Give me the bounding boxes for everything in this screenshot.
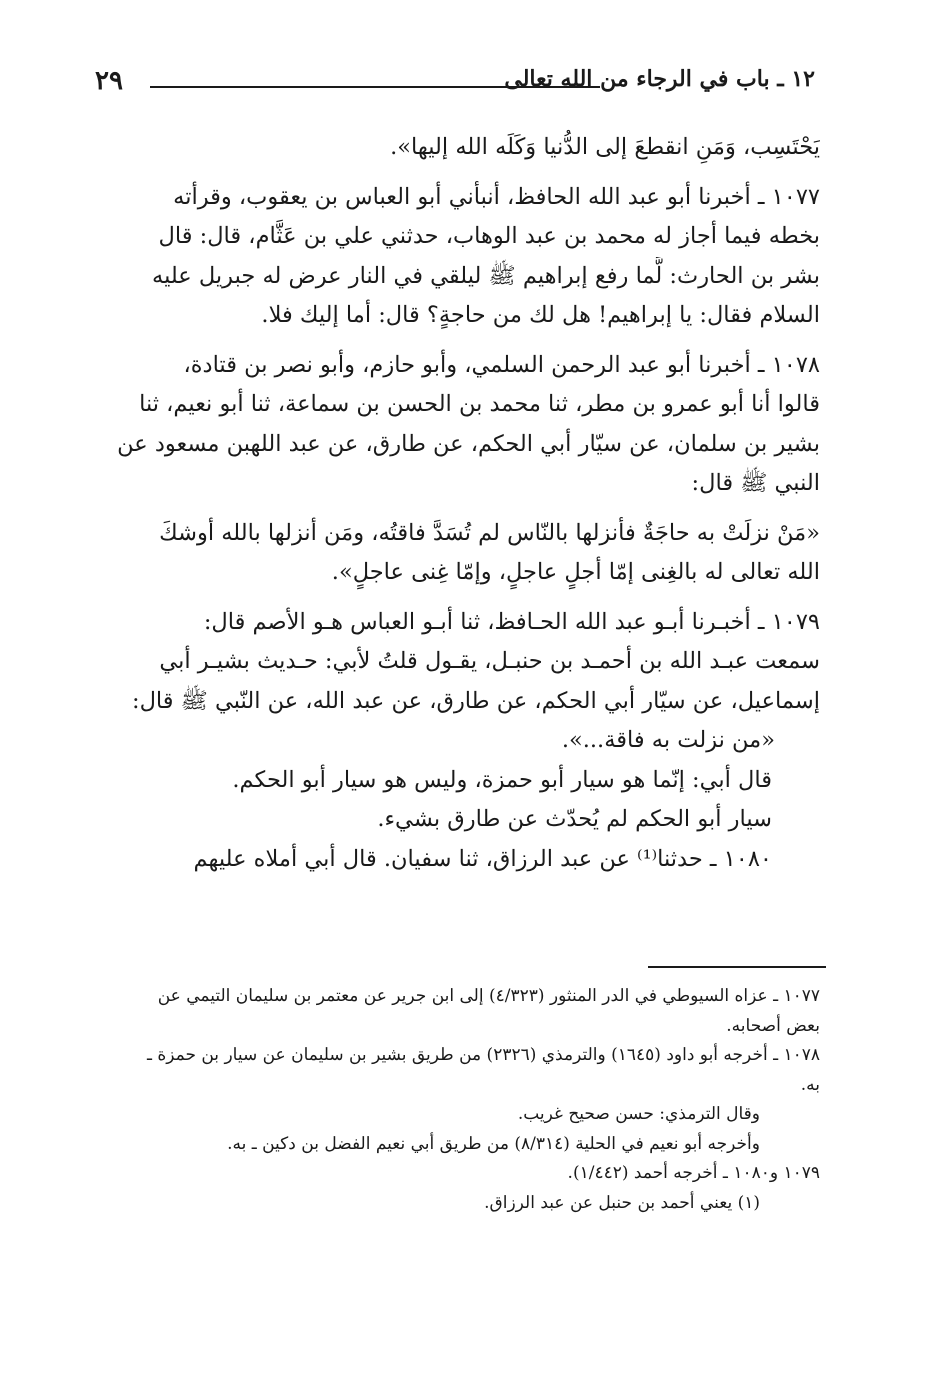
text-line: الله تعالى له بالغِنى إمّا أجلٍ عاجلٍ، وإمّا غِنى عاجلٍ». — [331, 559, 820, 585]
footnote-line: وقال الترمذي: حسن صحيح غريب. — [517, 1104, 760, 1124]
footnote-line: به. — [800, 1074, 820, 1095]
footnote-1079 — [112, 1159, 820, 1189]
text-line: السلام فقال: يا إبراهيم! هل لك من حاجةٍ؟ قال: أما إليك فلا. — [261, 302, 820, 328]
text-line: النبي ﷺ قال: — [691, 470, 820, 496]
text-line: إسماعيل، عن سيّار أبي الحكم، عن طارق، عن عبد الله، عن النّبي ﷺ قال: — [131, 687, 820, 714]
footnote-line: ١٠٧٨ ـ أخرجه أبو داود (١٦٤٥) والترمذي (٢٣٢٦) من طريق بشير بن سليمان عن سيار بن حمزة ـ — [146, 1045, 820, 1065]
footnote-1077 — [112, 982, 820, 1041]
footnote-line: بعض أصحابه. — [726, 1015, 820, 1036]
footnote-note-1 — [112, 1189, 820, 1219]
page-number: ٢٩ — [95, 66, 123, 96]
footnote-line: ١٠٧٩ و١٠٨٠ ـ أخرجه أحمد (١/٤٤٢). — [567, 1163, 820, 1183]
text-line: بشر بن الحارث: لَّما رفع إبراهيم ﷺ ليلقي في النار عرض له جبريل عليه — [152, 262, 820, 289]
footnote-line: ١٠٧٧ ـ عزاه السيوطي في الدر المنثور (٤/٣٢٣) إلى ابن جرير عن معتمر بن سليمان التيمي عن — [157, 986, 820, 1006]
paragraph-1079 — [112, 603, 820, 880]
text-line: قال أبي: إنّما هو سيار أبو حمزة، وليس هو سيار أبو الحكم. — [232, 766, 772, 793]
text-line: سمعت عبـد الله بن أحمـد بن حنبـل، يقـول قلتُ لأبي: حـديث بشيـر أبي — [159, 648, 820, 674]
text-line: ١٠٧٩ ـ أخبـرنا أبـو عبد الله الحـافظ، ثنا أبـو العباس هـو الأصم قال: — [203, 608, 820, 635]
footnote-rule — [648, 966, 826, 968]
text-line: قالوا أنا أبو عمرو بن مطر، ثنا محمد بن الحسن بن سماعة، ثنا أبو نعيم، ثنا — [139, 391, 820, 417]
paragraph-1078 — [112, 346, 820, 504]
text-line: يَحْتَسِب، وَمَنِ انقطعَ إلى الدُّنيا وَكَلَه الله إليها». — [390, 134, 820, 160]
main-text — [112, 128, 820, 879]
text-line: بخطه فيما أجاز له محمد بن عبد الوهاب، حدثني علي بن عَثَّام، قال: قال — [158, 223, 820, 249]
footnote-1078 — [112, 1041, 820, 1159]
running-title: ١٢ ـ باب في الرجاء من الله تعالى — [504, 66, 815, 92]
text-line: «مَنْ نزلَتْ به حاجَةٌ فأنزلها بالنّاس لم تُسَدَّ فاقتُه، ومَن أنزلها بالله أوشكَ — [159, 519, 820, 546]
text-line: سيار أبو الحكم لم يُحدّث عن طارق بشيء. — [377, 806, 772, 832]
text-line: ١٠٧٧ ـ أخبرنا أبو عبد الله الحافظ، أنبأني أبو العباس بن يعقوب، وقرأته — [173, 183, 820, 210]
page-header — [95, 62, 815, 102]
footnote-line: (١) يعني أحمد بن حنبل عن عبد الرزاق. — [484, 1192, 760, 1213]
footnote-line: وأخرجه أبو نعيم في الحلية (٨/٣١٤) من طريق أبي نعيم الفضل بن دكين ـ به. — [227, 1133, 760, 1154]
text-line: ١٠٨٠ ـ حدثنا⁽¹⁾ عن عبد الرزاق، ثنا سفيان. قال أبي أملاه عليهم — [193, 845, 772, 872]
paragraph-continuation — [112, 128, 820, 168]
hadith-quote — [112, 514, 820, 593]
paragraph-1077 — [112, 178, 820, 336]
text-line: بشير بن سلمان، عن سيّار أبي الحكم، عن طارق، عن عبد اللهبن مسعود عن — [117, 430, 820, 457]
text-line: «من نزلت به فاقة...». — [561, 727, 775, 753]
text-line: ١٠٧٨ ـ أخبرنا أبو عبد الرحمن السلمي، وأبو حازم، وأبو نصر بن قتادة، — [183, 351, 820, 378]
footnotes — [112, 982, 820, 1218]
